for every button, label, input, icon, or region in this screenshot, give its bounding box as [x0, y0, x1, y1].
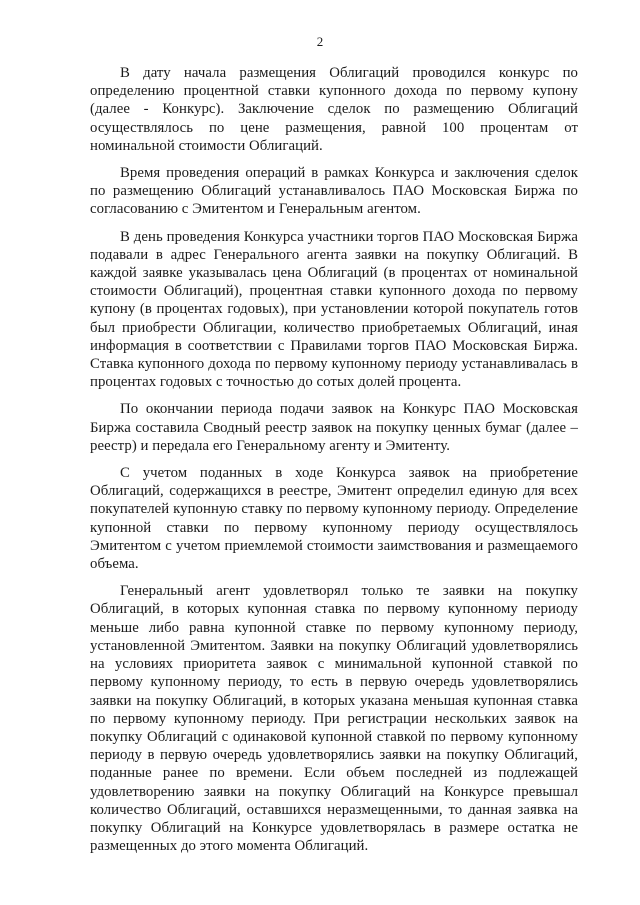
paragraph-2: Время проведения операций в рамках Конкурса и заключения сделок по размещению Облигаций устанавливалось ПАО Московская Биржа по согласованию с Эмитентом и Генеральным агентом.	[90, 165, 578, 218]
document-body	[90, 64, 578, 864]
paragraph-5: С учетом поданных в ходе Конкурса заявок на приобретение Облигаций, содержащихся в реестре, Эмитент определил единую для всех покупателей купонную ставку по первому купонному периоду. Определение купонной ставки по первому купонному периоду осуществлялось Эмитентом с учетом приемлемой стоимости заимствования и размещаемого объема.	[90, 465, 578, 573]
page-number: 2	[316, 34, 324, 49]
paragraph-3: В день проведения Конкурса участники торгов ПАО Московская Биржа подавали в адрес Генерального агента заявки на покупку Облигаций. В каждой заявке указывалась цена Облигаций (в процентах от номинальной стоимости Облигаций), процентная ставки купонного дохода по первому купону (в процентах годовых), при установлении которой покупатель готов был приобрести Облигации, количество приобретаемых Облигаций, иная информация в соответствии с Правилами торгов ПАО Московская Биржа. Ставка купонного дохода по первому купонному периоду устанавливалась в процентах годовых с точностью до сотых долей процента.	[90, 228, 578, 391]
paragraph-4: По окончании периода подачи заявок на Конкурс ПАО Московская Биржа составила Сводный реестр заявок на покупку ценных бумаг (далее – реестр) и передала его Генеральному агенту и Эмитенту.	[90, 401, 578, 454]
paragraph-1: В дату начала размещения Облигаций проводился конкурс по определению процентной ставки купонного дохода по первому купону (далее - Конкурс). Заключение сделок по размещению Облигаций осуществлялось по цене размещения, равной 100 процентам от номинальной стоимости Облигаций.	[90, 65, 578, 154]
paragraph-6: Генеральный агент удовлетворял только те заявки на покупку Облигаций, в которых купонная ставка по первому купонному периоду меньше либо равна купонной ставке по первому купонному периоду, установленной Эмитентом. Заявки на покупку Облигаций удовлетворялись на условиях приоритета заявок с минимальной купонной ставкой по первому купонному периоду, то есть в первую очередь удовлетворялись заявки на покупку Облигаций, в которых указана меньшая купонная ставка по первому купонному периоду. При регистрации нескольких заявок на покупку Облигаций с одинаковой купонной ставкой по первому купонному периоду в первую очередь удовлетворялись заявки на покупку Облигаций, поданные ранее по времени. Если объем последней из подлежащей удовлетворению заявки на покупку Облигаций на Конкурсе превышал количество Облигаций, оставшихся неразмещенными, то данная заявка на покупку Облигаций на Конкурсе удовлетворялась в размере остатка не размещенных до этого момента Облигаций.	[90, 583, 578, 855]
